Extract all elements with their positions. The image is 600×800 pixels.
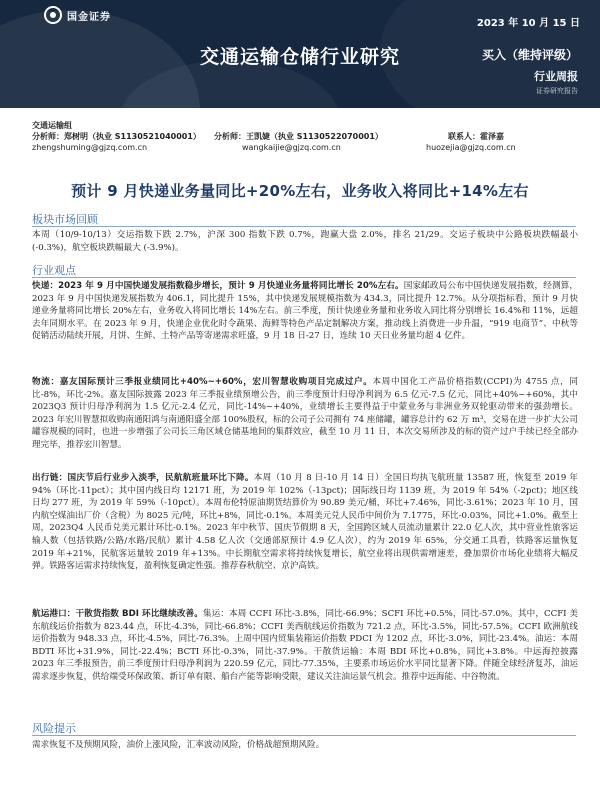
report-type: 行业周报 bbox=[534, 70, 578, 83]
rating: 买入（维持评级） bbox=[481, 48, 578, 62]
section-title-risk: 风险提示 bbox=[32, 722, 76, 735]
analyst-email[interactable]: wangkaijie@gjzq.com.cn bbox=[242, 143, 341, 152]
paragraph-body: 本周中国化工产品价格指数(CCPI)为 4755 点，同比-8%，环比-2%。嘉友国际披露 2023 年三季报业绩预增公告，前三季度预计归母净利润为 6.5 亿元-7.5 亿元，同比+40%~+60%，其中 2023Q3 预计归母净利润为 1.5 亿元-2.4 亿元，同比-14%~+40%，业绩增长主要得益于中蒙业务与非洲业务双轮驱动带来的强劲增长。2023 年宏川智慧拟收购南通阳鸿与南通阳盛全部 100%股权，标的公司子公司拥有 74 座储罐，罐容总计约 62 万 m³，交易在进一步扩大公司罐容规模的同时，也进一步增强了公司长三角区域仓储基地间的集群效应，截至 10 月 11 日，本次交易所涉及的标的资产过户手续已经全部办理完毕，推荐宏川智慧。 bbox=[32, 377, 578, 450]
section-title-market-review: 板块市场回顾 bbox=[32, 213, 98, 226]
logo-icon bbox=[44, 6, 62, 24]
analyst-label: 分析师：王凯婕（执业 S1130522070001） bbox=[214, 132, 383, 141]
section-divider bbox=[32, 226, 576, 227]
paragraph-lead: 快递：2023 年 9 月中国快递发展指数稳步增长，预计 9 月快递业务量将同比增长 20%左右。 bbox=[32, 281, 404, 291]
headline: 预计 9 月快递业务量同比+20%左右，业务收入将同比+14%左右 bbox=[71, 182, 529, 200]
view-paragraph-logistics bbox=[32, 376, 578, 452]
section-title-views: 行业观点 bbox=[32, 264, 76, 277]
contact-label: 联系人：霍泽嘉 bbox=[448, 132, 504, 141]
contact-email[interactable]: huozejia@gjzq.com.cn bbox=[426, 143, 516, 152]
paragraph-body: 国家邮政局公布中国快递发展指数，经测算，2023 年 9 月中国快递发展指数为 406.1，同比提升 15%，其中快递发展规模指数为 434.3，同比提升 12.7%。从分项指标看，预计 9 月快递业务量将同比增长 20%左右，业务收入将同比增长 14%左右。前三季度，预计快递业务量和业务收入同比将分别增长 16.4%和 11%，远超去年同期水平。在 2023 年 9 月，快递企业优化时令蔬果、海鲜等特色产品定制解决方案，推动线上消费进一步升温，“919 电商节”、中秋等促销活动陆续开展，月饼、生鲜、土特产品等寄递需求旺盛，9 月 18 日-27 日，连续 10 天日业务量均超 4 亿件。 bbox=[32, 281, 578, 342]
view-paragraph-shipping bbox=[32, 608, 578, 684]
analyst-row bbox=[32, 131, 582, 142]
logo-text: 国金证券 bbox=[67, 11, 111, 23]
analyst-info bbox=[32, 120, 582, 153]
view-paragraph-express bbox=[32, 280, 578, 343]
market-review-text: 本周（10/9-10/13）交运指数下跌 2.7%，沪深 300 指数下跌 0.7%，跑赢大盘 2.0%，排名 21/29。交运子板块中公路板块跌幅最小(-0.3%)，航空板块跌幅最大 (-3.9%)。 bbox=[32, 230, 578, 253]
report-title: 交通运输仓储行业研究 bbox=[199, 46, 400, 68]
research-group: 交通运输组 bbox=[32, 121, 72, 130]
risk-text: 需求恢复不及预期风险，油价上涨风险，汇率波动风险，价格战超预期风险。 bbox=[32, 740, 325, 750]
header-banner bbox=[0, 0, 600, 108]
paragraph-body: 集运：本周 CCFI 环比-3.8%，同比-66.9%；SCFI 环比+0.5%，同比-57.0%。其中，CCFI 美东航线运价指数为 823.44 点，环比-4.3%，同比-66.8%；CCFI 美西航线运价指数为 721.2 点，环比-3.5%，同比-57.5%。CCFI 欧洲航线运价指数为 948.33 点，环比-4.5%，同比-76.3%。上周中国内贸集装箱运价指数 PDCI 为 1202 点，环比-3.0%，同比-23.4%。油运：本周 BDTI 环比+31.9%，同比-22.4%；BCTI 环比-0.3%，同比-37.9%。干散货运输：本周 BDI 环比+0.8%，同比+3.8%。中远海控披露 2023 年三季报预告，前三季度预计归母净利润为 220.59 亿元，同比-77.35%，主要系市场运价水平同比显著下降。伴随全球经济复苏，油运需求逐步恢复，供给端受环保政策、新订单有限、船台产能等影响受限，建议关注油运景气机会。推荐中远海能、中谷物流。 bbox=[32, 609, 578, 682]
report-date: 2023 年 10 月 15 日 bbox=[476, 18, 580, 29]
analyst-email[interactable]: zhengshuming@gjzq.com.cn bbox=[32, 143, 148, 152]
paragraph-body: 本周（10 月 8 日-10 月 14 日）全国日均执飞航班量 13587 班，恢复至 2019 年 94%（环比-11pct）；其中国内线日均 12171 班，为 2019 年 102%（-13pct)；国际线日均 1139 班，为 2019 年 54%（-2pct)；地区线日均 277 班，为 2019 年 59%（-10pct）。本周布伦特原油期货结算价为 90.89 美元/桶，环比+7.46%，同比-3.61%；2023 年 10 月，国内航空煤油出厂价（含税）为 8025 元/吨，环比+8%，同比-0.1%。本周美元兑人民币中间价为 7.1775，环比-0.03%，同比+1.0%。截至上周，2023Q4 人民币兑美元累计环比-0.1%。2023 年中秋节、国庆节假期 8 天，全国跨区域人员流动量累计 22.0 亿人次，其中营业性旅客运输人数（包括铁路/公路/水路/民航）累计 4.58 亿人次（交通部原预计 4.9 亿人次），约为 2019 年 65%，分交通工具看，铁路客运量恢复 2019 年+21%，民航客运量较 2019 年+13%。中长期航空需求将持续恢复增长，航空业将出现供需增速差，叠加票价市场化业绩将大幅反弹。铁路客运需求持续恢复，盈利恢复确定性强。推荐春秋航空、京沪高铁。 bbox=[32, 473, 578, 572]
paragraph-lead: 航运港口：干散货指数 BDI 环比继续改善。 bbox=[32, 609, 203, 619]
section-divider bbox=[32, 735, 576, 736]
view-paragraph-travel bbox=[32, 472, 578, 573]
company-logo bbox=[44, 6, 111, 24]
paragraph-lead: 物流：嘉友国际预计三季报业绩同比+40%~+60%，宏川智慧收购项目完成过户。 bbox=[32, 377, 373, 387]
email-row bbox=[32, 142, 582, 153]
section-divider bbox=[32, 277, 576, 278]
paragraph-lead: 出行链：国庆节后行业步入淡季，民航航班量环比下降。 bbox=[32, 473, 254, 483]
report-subtitle: 证券研究报告 bbox=[536, 87, 578, 95]
analyst-label: 分析师：郑树明（执业 S1130521040001） bbox=[32, 132, 201, 141]
